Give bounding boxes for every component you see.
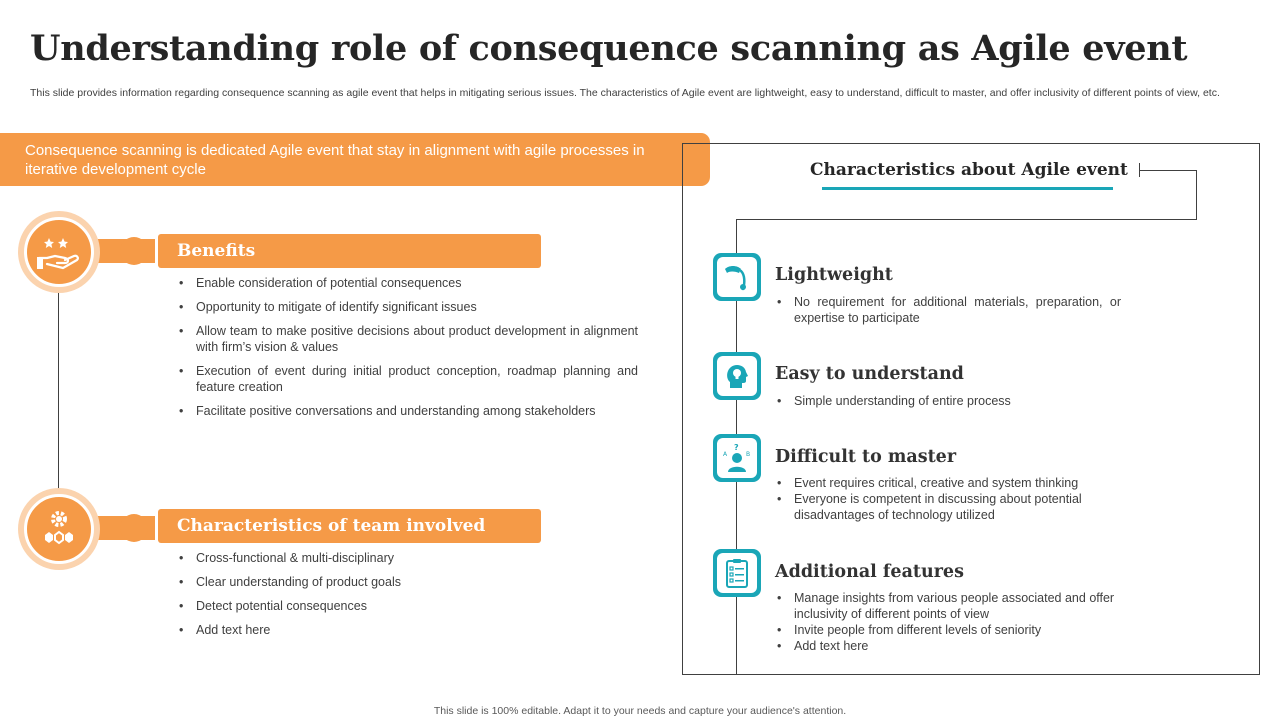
team-icon-knob xyxy=(120,514,148,542)
item-title-difficult: Difficult to master xyxy=(775,447,957,467)
easy-bullets xyxy=(776,393,1121,409)
footer-note: This slide is 100% editable. Adapt it to your needs and capture your audience's attention. xyxy=(433,705,847,717)
summary-banner: Consequence scanning is dedicated Agile event that stay in alignment with agile processes in iterative development cycle xyxy=(0,133,710,186)
svg-text:B: B xyxy=(746,451,751,458)
checklist-clipboard-icon xyxy=(721,557,753,589)
left-connector-line xyxy=(58,290,59,500)
svg-text:A: A xyxy=(723,451,728,458)
list-item: • Cross-functional & multi-disciplinary xyxy=(178,550,638,566)
benefits-heading: Benefits xyxy=(158,234,541,268)
team-heading: Characteristics of team involved xyxy=(158,509,541,543)
list-item: • Event requires critical, creative and system thinking xyxy=(776,475,1121,491)
difficult-bullets xyxy=(776,475,1121,523)
benefits-icon-badge xyxy=(18,211,100,293)
list-item: • Everyone is competent in discussing about potential disadvantages of technology utilized xyxy=(776,491,1121,523)
list-item: • Facilitate positive conversations and understanding among stakeholders xyxy=(178,403,638,419)
features-bullets xyxy=(776,590,1141,654)
timeline-top-line xyxy=(736,219,1197,220)
team-list xyxy=(178,550,638,646)
item-title-lightweight: Lightweight xyxy=(775,265,893,285)
item-title-features: Additional features xyxy=(775,562,964,582)
lightweight-icon-box xyxy=(713,253,761,301)
characteristics-heading: Characteristics about Agile event xyxy=(810,160,1128,180)
item-title-easy: Easy to understand xyxy=(775,364,964,384)
list-item: • Simple understanding of entire process xyxy=(776,393,1121,409)
features-icon-box xyxy=(713,549,761,597)
hand-stars-icon xyxy=(35,228,83,276)
list-item: • Opportunity to mitigate of identify significant issues xyxy=(178,299,638,315)
list-item: • Invite people from different levels of seniority xyxy=(776,622,1141,638)
list-item: • Detect potential consequences xyxy=(178,598,638,614)
heading-underline xyxy=(822,187,1113,190)
page-title: Understanding role of consequence scanning as Agile event xyxy=(30,28,1188,69)
heading-bracket xyxy=(1139,170,1197,220)
confused-person-icon xyxy=(721,442,753,474)
gear-team-icon xyxy=(35,505,83,553)
lightweight-bullets xyxy=(776,294,1121,326)
svg-text:?: ? xyxy=(734,443,739,452)
list-item: • Manage insights from various people associated and offer inclusivity of different points of view xyxy=(776,590,1141,622)
list-item: • Add text here xyxy=(776,638,1141,654)
list-item: • Enable consideration of potential consequences xyxy=(178,275,638,291)
team-icon-badge xyxy=(18,488,100,570)
head-lightbulb-icon xyxy=(721,360,753,392)
page-subtitle: This slide provides information regarding consequence scanning as agile event that helps in mitigating serious issues. The characteristics of Agile event are lightweight, easy to understand, difficult to master, and offer inclusivity of different points of view, etc. xyxy=(30,87,1220,99)
easy-icon-box xyxy=(713,352,761,400)
list-item: • Allow team to make positive decisions about product development in alignment with firm’s vision & values xyxy=(178,323,638,355)
difficult-icon-box xyxy=(713,434,761,482)
list-item: • Clear understanding of product goals xyxy=(178,574,638,590)
list-item: • No requirement for additional materials, preparation, or expertise to participate xyxy=(776,294,1121,326)
list-item: • Add text here xyxy=(178,622,638,638)
feather-weight-icon xyxy=(721,261,753,293)
benefits-list xyxy=(178,275,638,427)
list-item: • Execution of event during initial product conception, roadmap planning and feature creation xyxy=(178,363,638,395)
benefits-icon-knob xyxy=(120,237,148,265)
